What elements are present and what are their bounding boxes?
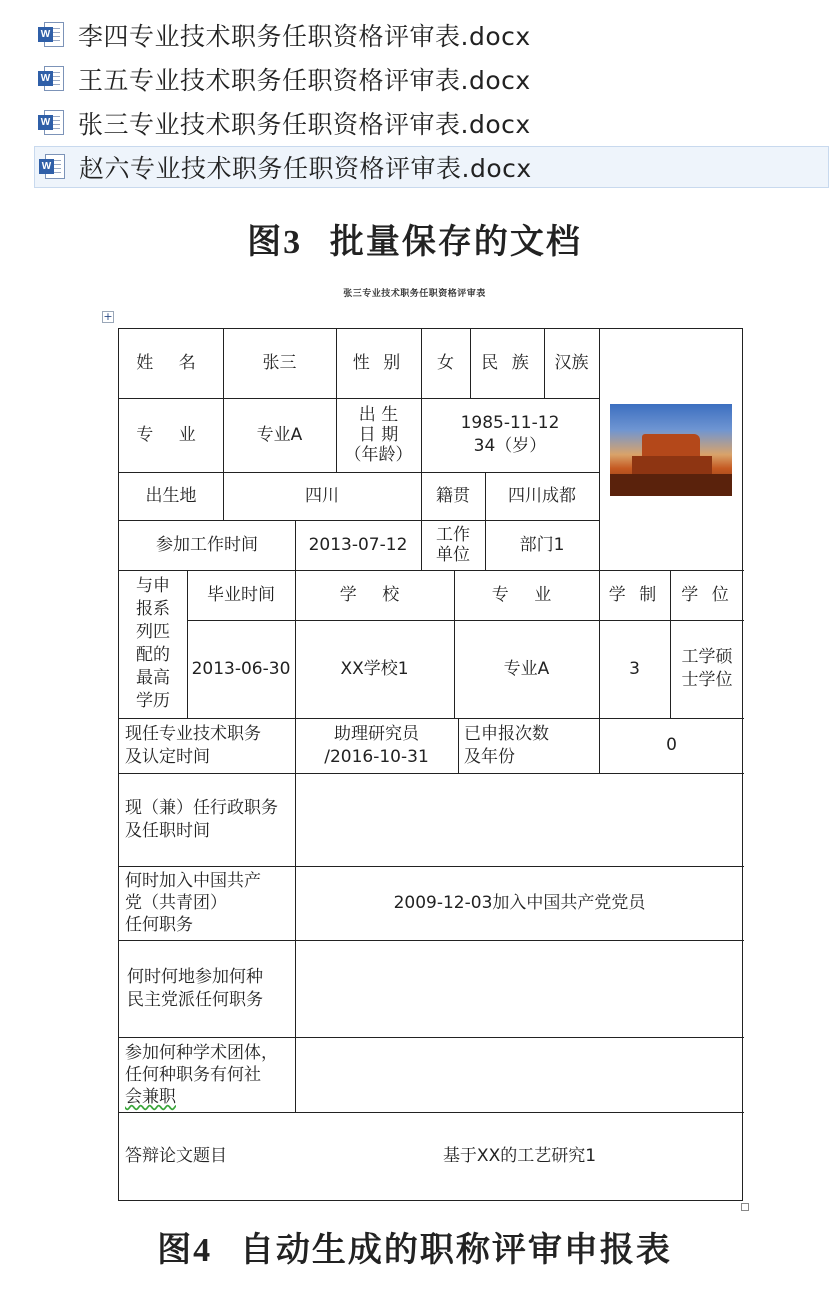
ethnic-value: 汉族 — [554, 353, 589, 373]
work-unit-value: 部门1 — [519, 534, 565, 555]
admin-post-value — [295, 773, 744, 866]
file-name: 王五专业技术职务任职资格评审表.docx — [78, 66, 531, 95]
application-form-table — [118, 328, 743, 1201]
education-side-label: 与申 报系 列匹 配的 最高 学历 — [136, 576, 170, 711]
file-row[interactable] — [34, 14, 829, 56]
name-value: 张三 — [262, 353, 297, 373]
word-doc-icon: W — [38, 65, 66, 93]
edu-major-value: 专业A — [503, 658, 550, 679]
figure-title: 自动生成的职称评审申报表 — [239, 1230, 672, 1270]
democratic-party-value — [295, 940, 744, 1037]
party-join-label: 何时加入中国共产 党（共青团） 任何职务 — [125, 871, 261, 935]
figure-caption — [0, 214, 829, 263]
birth-date-label: 出 生 日 期 （年龄） — [344, 405, 413, 465]
file-name: 张三专业技术职务任职资格评审表.docx — [78, 110, 531, 139]
academic-society-label-line: 任何种职务有何社 — [125, 1064, 261, 1085]
degree-label: 学 位 — [681, 584, 733, 605]
thesis-title-label: 答辩论文题目 — [125, 1145, 227, 1166]
table-resize-handle[interactable] — [741, 1203, 749, 1211]
school-value: XX学校1 — [340, 658, 409, 679]
file-list — [34, 14, 829, 190]
degree-value: 工学硕 士学位 — [681, 647, 733, 690]
application-count-label: 已申报次数 及年份 — [464, 723, 549, 767]
file-row[interactable] — [34, 146, 829, 188]
academic-society-label-line: 会兼职 — [125, 1086, 176, 1107]
study-system-value: 3 — [629, 658, 640, 679]
figure-caption — [0, 1222, 829, 1271]
current-title-label: 现任专业技术职务 及认定时间 — [125, 723, 261, 767]
figure-title: 批量保存的文档 — [329, 222, 582, 262]
work-start-value: 2013-07-12 — [308, 534, 408, 555]
academic-society-label-line: 参加何种学术团体， — [125, 1042, 278, 1063]
ethnic-label: 民 族 — [481, 353, 533, 373]
native-place-value: 四川成都 — [508, 485, 576, 506]
gender-value: 女 — [437, 353, 454, 373]
figure-number: 图3 — [247, 224, 303, 261]
school-label: 学 校 — [339, 584, 410, 605]
democratic-party-label: 何时何地参加何种 民主党派任何职务 — [127, 966, 263, 1010]
file-name: 李四专业技术职务任职资格评审表.docx — [78, 22, 531, 51]
word-doc-icon: W — [38, 21, 66, 49]
current-title-value: 助理研究员 /2016-10-31 — [324, 723, 429, 767]
study-system-label: 学 制 — [608, 584, 661, 605]
party-join-value: 2009-12-03加入中国共产党党员 — [393, 892, 646, 913]
graduation-time-label: 毕业时间 — [207, 584, 275, 605]
file-row[interactable] — [34, 58, 829, 100]
figure-number: 图4 — [157, 1232, 213, 1269]
graduation-time-value: 2013-06-30 — [191, 658, 291, 679]
native-place-label: 籍贯 — [436, 485, 470, 506]
thesis-title-value: 基于XX的工艺研究1 — [442, 1145, 597, 1166]
birthplace-value: 四川 — [305, 485, 339, 506]
birth-date-value: 1985-11-12 34（岁） — [460, 413, 560, 456]
profile-photo — [610, 404, 732, 496]
gender-label: 性 别 — [352, 353, 405, 373]
admin-post-label: 现（兼）任行政职务 及任职时间 — [125, 797, 278, 841]
work-unit-label: 工作 单位 — [436, 525, 470, 565]
academic-society-value — [295, 1037, 744, 1112]
birthplace-label: 出生地 — [145, 485, 197, 506]
document-title: 张三专业技术职务任职资格评审表 — [343, 289, 486, 299]
file-row[interactable] — [34, 102, 829, 144]
major-value: 专业A — [256, 424, 303, 445]
name-label: 姓 名 — [136, 353, 206, 373]
major-label: 专 业 — [136, 424, 206, 445]
application-count-value: 0 — [666, 735, 677, 755]
edu-major-label: 专 业 — [491, 584, 562, 605]
word-doc-icon: W — [38, 109, 66, 137]
table-move-handle-icon[interactable]: + — [103, 310, 113, 323]
academic-society-label — [119, 1037, 295, 1112]
word-doc-icon: W — [39, 153, 67, 181]
work-start-label: 参加工作时间 — [156, 534, 258, 555]
file-name: 赵六专业技术职务任职资格评审表.docx — [79, 154, 532, 183]
